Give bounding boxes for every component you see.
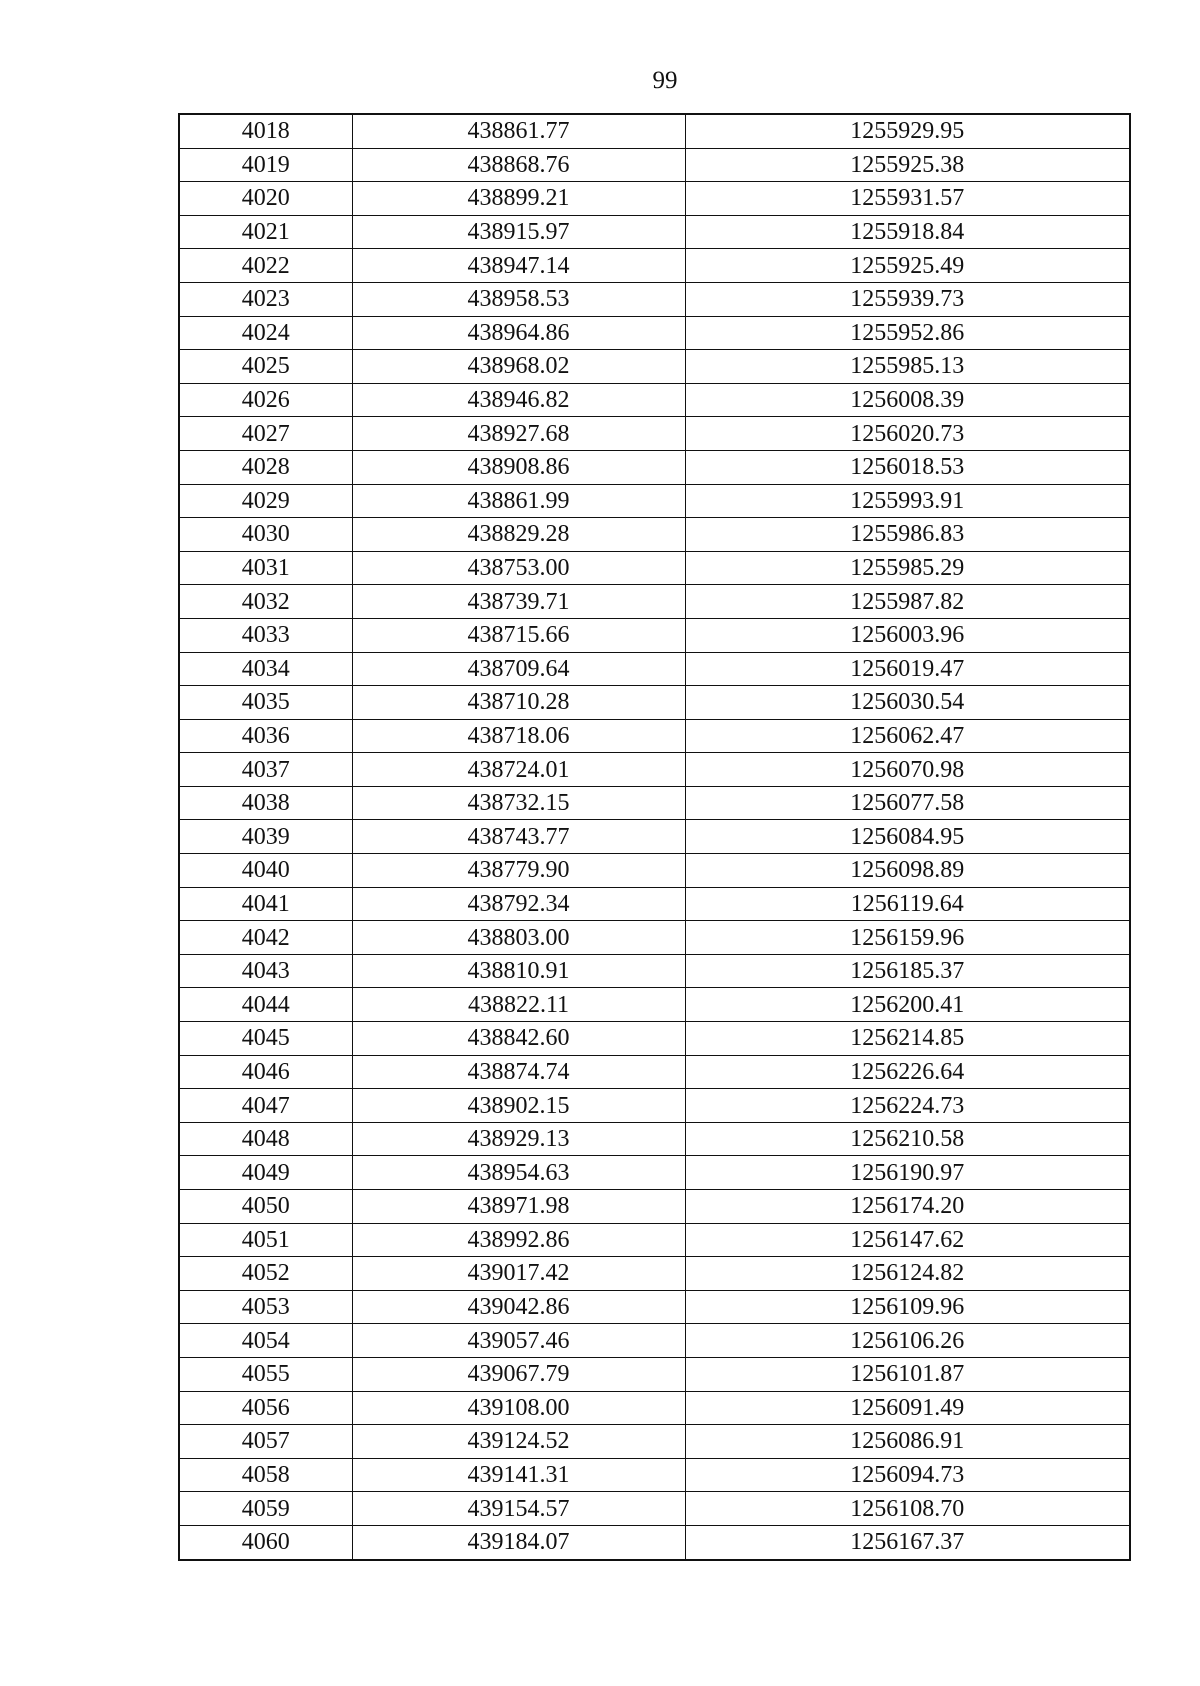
x-coordinate-cell: 438753.00 — [352, 551, 685, 585]
point-id-cell: 4028 — [179, 450, 352, 484]
x-coordinate-cell: 438710.28 — [352, 686, 685, 720]
point-id-cell: 4040 — [179, 854, 352, 888]
point-id-cell: 4021 — [179, 215, 352, 249]
x-coordinate-cell: 438861.77 — [352, 114, 685, 148]
y-coordinate-cell: 1256062.47 — [685, 719, 1130, 753]
x-coordinate-cell: 438822.11 — [352, 988, 685, 1022]
table-row — [179, 1257, 1130, 1291]
x-coordinate-cell: 439108.00 — [352, 1391, 685, 1425]
point-id-cell: 4042 — [179, 921, 352, 955]
point-id-cell: 4025 — [179, 350, 352, 384]
y-coordinate-cell: 1256226.64 — [685, 1055, 1130, 1089]
x-coordinate-cell: 439067.79 — [352, 1357, 685, 1391]
y-coordinate-cell: 1256147.62 — [685, 1223, 1130, 1257]
x-coordinate-cell: 438724.01 — [352, 753, 685, 787]
point-id-cell: 4041 — [179, 887, 352, 921]
point-id-cell: 4055 — [179, 1357, 352, 1391]
point-id-cell: 4023 — [179, 282, 352, 316]
y-coordinate-cell: 1256190.97 — [685, 1156, 1130, 1190]
point-id-cell: 4036 — [179, 719, 352, 753]
y-coordinate-cell: 1256030.54 — [685, 686, 1130, 720]
y-coordinate-cell: 1256159.96 — [685, 921, 1130, 955]
point-id-cell: 4060 — [179, 1525, 352, 1559]
point-id-cell: 4018 — [179, 114, 352, 148]
y-coordinate-cell: 1256003.96 — [685, 618, 1130, 652]
table-row — [179, 1122, 1130, 1156]
point-id-cell: 4031 — [179, 551, 352, 585]
x-coordinate-cell: 438964.86 — [352, 316, 685, 350]
point-id-cell: 4035 — [179, 686, 352, 720]
x-coordinate-cell: 438946.82 — [352, 383, 685, 417]
table-row — [179, 215, 1130, 249]
point-id-cell: 4056 — [179, 1391, 352, 1425]
y-coordinate-cell: 1255929.95 — [685, 114, 1130, 148]
x-coordinate-cell: 438947.14 — [352, 249, 685, 283]
x-coordinate-cell: 438954.63 — [352, 1156, 685, 1190]
coordinates-table — [178, 113, 1131, 1561]
point-id-cell: 4049 — [179, 1156, 352, 1190]
y-coordinate-cell: 1256084.95 — [685, 820, 1130, 854]
table-row — [179, 1357, 1130, 1391]
table-row — [179, 114, 1130, 148]
y-coordinate-cell: 1256018.53 — [685, 450, 1130, 484]
table-row — [179, 383, 1130, 417]
point-id-cell: 4057 — [179, 1425, 352, 1459]
point-id-cell: 4044 — [179, 988, 352, 1022]
y-coordinate-cell: 1256070.98 — [685, 753, 1130, 787]
x-coordinate-cell: 438732.15 — [352, 786, 685, 820]
y-coordinate-cell: 1255985.29 — [685, 551, 1130, 585]
point-id-cell: 4033 — [179, 618, 352, 652]
y-coordinate-cell: 1256185.37 — [685, 954, 1130, 988]
x-coordinate-cell: 438968.02 — [352, 350, 685, 384]
x-coordinate-cell: 438779.90 — [352, 854, 685, 888]
y-coordinate-cell: 1256008.39 — [685, 383, 1130, 417]
x-coordinate-cell: 438958.53 — [352, 282, 685, 316]
point-id-cell: 4052 — [179, 1257, 352, 1291]
table-row — [179, 1458, 1130, 1492]
x-coordinate-cell: 438803.00 — [352, 921, 685, 955]
point-id-cell: 4043 — [179, 954, 352, 988]
x-coordinate-cell: 438908.86 — [352, 450, 685, 484]
point-id-cell: 4027 — [179, 417, 352, 451]
x-coordinate-cell: 439141.31 — [352, 1458, 685, 1492]
x-coordinate-cell: 438929.13 — [352, 1122, 685, 1156]
y-coordinate-cell: 1255986.83 — [685, 518, 1130, 552]
x-coordinate-cell: 438868.76 — [352, 148, 685, 182]
table-row — [179, 652, 1130, 686]
x-coordinate-cell: 438829.28 — [352, 518, 685, 552]
y-coordinate-cell: 1256108.70 — [685, 1492, 1130, 1526]
y-coordinate-cell: 1255925.38 — [685, 148, 1130, 182]
page-number: 99 — [652, 67, 678, 94]
point-id-cell: 4039 — [179, 820, 352, 854]
table-row — [179, 551, 1130, 585]
table-row — [179, 854, 1130, 888]
x-coordinate-cell: 438718.06 — [352, 719, 685, 753]
table-row — [179, 686, 1130, 720]
table-row — [179, 1391, 1130, 1425]
point-id-cell: 4026 — [179, 383, 352, 417]
point-id-cell: 4038 — [179, 786, 352, 820]
table-row — [179, 1223, 1130, 1257]
point-id-cell: 4032 — [179, 585, 352, 619]
table-row — [179, 1156, 1130, 1190]
y-coordinate-cell: 1256101.87 — [685, 1357, 1130, 1391]
table-row — [179, 450, 1130, 484]
table-row — [179, 484, 1130, 518]
y-coordinate-cell: 1256091.49 — [685, 1391, 1130, 1425]
x-coordinate-cell: 438792.34 — [352, 887, 685, 921]
table-row — [179, 1324, 1130, 1358]
point-id-cell: 4020 — [179, 182, 352, 216]
point-id-cell: 4059 — [179, 1492, 352, 1526]
y-coordinate-cell: 1255987.82 — [685, 585, 1130, 619]
y-coordinate-cell: 1256200.41 — [685, 988, 1130, 1022]
x-coordinate-cell: 438861.99 — [352, 484, 685, 518]
y-coordinate-cell: 1256077.58 — [685, 786, 1130, 820]
table-row — [179, 1089, 1130, 1123]
point-id-cell: 4030 — [179, 518, 352, 552]
point-id-cell: 4045 — [179, 1022, 352, 1056]
point-id-cell: 4048 — [179, 1122, 352, 1156]
x-coordinate-cell: 439184.07 — [352, 1525, 685, 1559]
x-coordinate-cell: 438810.91 — [352, 954, 685, 988]
table-row — [179, 921, 1130, 955]
x-coordinate-cell: 438927.68 — [352, 417, 685, 451]
point-id-cell: 4024 — [179, 316, 352, 350]
y-coordinate-cell: 1255939.73 — [685, 282, 1130, 316]
table-row — [179, 820, 1130, 854]
table-row — [179, 249, 1130, 283]
x-coordinate-cell: 438739.71 — [352, 585, 685, 619]
point-id-cell: 4019 — [179, 148, 352, 182]
table-row — [179, 753, 1130, 787]
point-id-cell: 4034 — [179, 652, 352, 686]
table-row — [179, 786, 1130, 820]
table-row — [179, 148, 1130, 182]
point-id-cell: 4037 — [179, 753, 352, 787]
point-id-cell: 4050 — [179, 1190, 352, 1224]
y-coordinate-cell: 1256086.91 — [685, 1425, 1130, 1459]
point-id-cell: 4058 — [179, 1458, 352, 1492]
table-row — [179, 316, 1130, 350]
y-coordinate-cell: 1256020.73 — [685, 417, 1130, 451]
x-coordinate-cell: 439057.46 — [352, 1324, 685, 1358]
y-coordinate-cell: 1255918.84 — [685, 215, 1130, 249]
table-row — [179, 1425, 1130, 1459]
y-coordinate-cell: 1256119.64 — [685, 887, 1130, 921]
x-coordinate-cell: 438874.74 — [352, 1055, 685, 1089]
table-row — [179, 417, 1130, 451]
table-row — [179, 518, 1130, 552]
y-coordinate-cell: 1256224.73 — [685, 1089, 1130, 1123]
x-coordinate-cell: 439124.52 — [352, 1425, 685, 1459]
x-coordinate-cell: 438902.15 — [352, 1089, 685, 1123]
table-row — [179, 1290, 1130, 1324]
table-row — [179, 282, 1130, 316]
point-id-cell: 4047 — [179, 1089, 352, 1123]
y-coordinate-cell: 1256167.37 — [685, 1525, 1130, 1559]
table-row — [179, 1492, 1130, 1526]
y-coordinate-cell: 1256106.26 — [685, 1324, 1130, 1358]
table-row — [179, 1525, 1130, 1559]
table-row — [179, 585, 1130, 619]
table-row — [179, 887, 1130, 921]
y-coordinate-cell: 1255925.49 — [685, 249, 1130, 283]
y-coordinate-cell: 1256098.89 — [685, 854, 1130, 888]
y-coordinate-cell: 1256210.58 — [685, 1122, 1130, 1156]
y-coordinate-cell: 1256124.82 — [685, 1257, 1130, 1291]
table-row — [179, 719, 1130, 753]
point-id-cell: 4029 — [179, 484, 352, 518]
table-row — [179, 988, 1130, 1022]
point-id-cell: 4054 — [179, 1324, 352, 1358]
table-row — [179, 1190, 1130, 1224]
x-coordinate-cell: 439017.42 — [352, 1257, 685, 1291]
x-coordinate-cell: 438743.77 — [352, 820, 685, 854]
y-coordinate-cell: 1256174.20 — [685, 1190, 1130, 1224]
table-row — [179, 182, 1130, 216]
coordinates-table-body — [179, 114, 1130, 1560]
point-id-cell: 4053 — [179, 1290, 352, 1324]
x-coordinate-cell: 439154.57 — [352, 1492, 685, 1526]
y-coordinate-cell: 1256094.73 — [685, 1458, 1130, 1492]
y-coordinate-cell: 1255931.57 — [685, 182, 1130, 216]
x-coordinate-cell: 438915.97 — [352, 215, 685, 249]
table-row — [179, 954, 1130, 988]
x-coordinate-cell: 439042.86 — [352, 1290, 685, 1324]
y-coordinate-cell: 1255952.86 — [685, 316, 1130, 350]
y-coordinate-cell: 1255985.13 — [685, 350, 1130, 384]
point-id-cell: 4022 — [179, 249, 352, 283]
point-id-cell: 4046 — [179, 1055, 352, 1089]
y-coordinate-cell: 1255993.91 — [685, 484, 1130, 518]
y-coordinate-cell: 1256109.96 — [685, 1290, 1130, 1324]
x-coordinate-cell: 438992.86 — [352, 1223, 685, 1257]
x-coordinate-cell: 438971.98 — [352, 1190, 685, 1224]
table-row — [179, 1022, 1130, 1056]
table-row — [179, 350, 1130, 384]
y-coordinate-cell: 1256019.47 — [685, 652, 1130, 686]
y-coordinate-cell: 1256214.85 — [685, 1022, 1130, 1056]
x-coordinate-cell: 438709.64 — [352, 652, 685, 686]
table-row — [179, 618, 1130, 652]
x-coordinate-cell: 438715.66 — [352, 618, 685, 652]
x-coordinate-cell: 438842.60 — [352, 1022, 685, 1056]
point-id-cell: 4051 — [179, 1223, 352, 1257]
table-row — [179, 1055, 1130, 1089]
x-coordinate-cell: 438899.21 — [352, 182, 685, 216]
